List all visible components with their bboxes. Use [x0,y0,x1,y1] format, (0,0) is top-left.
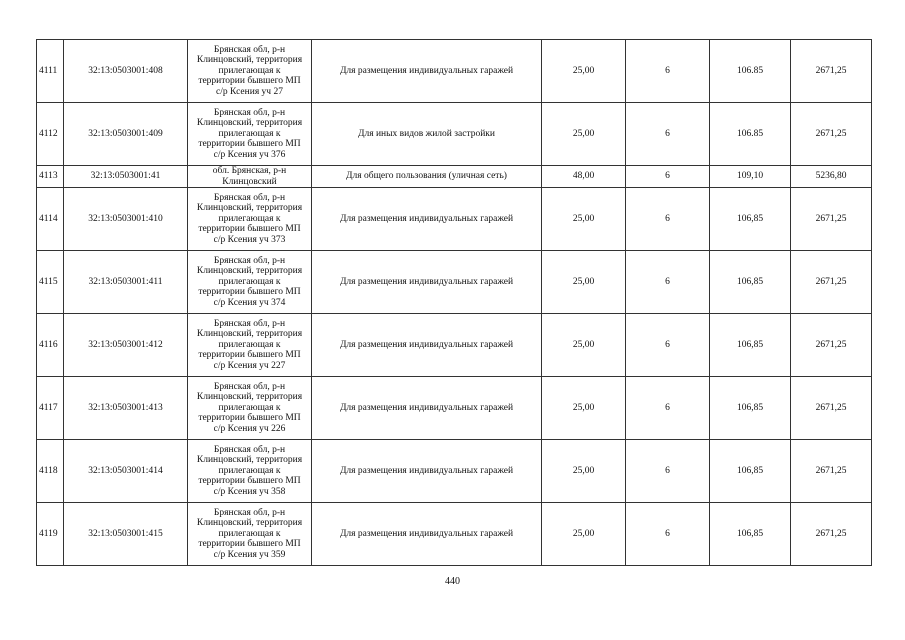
address-line: обл. Брянская, р-н [212,166,287,176]
address-line: территории бывшего МП [198,287,301,298]
value-cell: 2671,25 [791,314,872,377]
area-cell: 25,00 [542,377,626,440]
address-line: территории бывшего МП [198,224,301,235]
value-cell: 2671,25 [791,251,872,314]
table-row [37,440,872,503]
address-line: прилегающая к [218,528,281,539]
cadastral-number-cell: 32:13:0503001:412 [64,314,188,377]
address-line: прилегающая к [218,276,281,287]
rate-cell: 106,85 [710,440,791,503]
row-number-cell: 4118 [37,440,64,503]
address-line: с/р Ксения уч 358 [213,487,286,498]
address-line: Клинцовский [222,176,277,187]
land-use-cell: Для размещения индивидуальных гаражей [312,40,542,103]
area-cell: 25,00 [542,314,626,377]
table-row [37,103,872,166]
address-line: с/р Ксения уч 373 [213,235,286,246]
address-line: Брянская обл, р-н [213,318,286,329]
address-line: Брянская обл, р-н [213,107,286,118]
cadastral-number-cell: 32:13:0503001:409 [64,103,188,166]
address-cell [188,503,312,566]
address-line: прилегающая к [218,65,281,76]
cadastral-number-cell: 32:13:0503001:411 [64,251,188,314]
row-number-cell: 4111 [37,40,64,103]
address-line: Клинцовский, территория [196,518,303,529]
land-register-table [36,39,872,566]
address-line: Клинцовский, территория [196,392,303,403]
address-line: Клинцовский, территория [196,266,303,277]
group-cell: 6 [626,503,710,566]
address-line: с/р Ксения уч 27 [216,86,283,97]
area-cell: 25,00 [542,440,626,503]
value-cell: 2671,25 [791,377,872,440]
address-cell [188,166,312,188]
row-number-cell: 4114 [37,188,64,251]
row-number-cell: 4119 [37,503,64,566]
address-line: Брянская обл, р-н [213,444,286,455]
address-line: Клинцовский, территория [196,118,303,129]
value-cell: 2671,25 [791,440,872,503]
rate-cell: 106,85 [710,377,791,440]
cadastral-number-cell: 32:13:0503001:410 [64,188,188,251]
land-use-cell: Для размещения индивидуальных гаражей [312,251,542,314]
address-line: территории бывшего МП [198,76,301,87]
address-line: прилегающая к [218,339,281,350]
land-use-cell: Для размещения индивидуальных гаражей [312,440,542,503]
land-use-cell: Для иных видов жилой застройки [312,103,542,166]
address-cell [188,314,312,377]
address-cell [188,103,312,166]
row-number-cell: 4113 [37,166,64,188]
group-cell: 6 [626,314,710,377]
group-cell: 6 [626,251,710,314]
cadastral-number-cell: 32:13:0503001:413 [64,377,188,440]
address-line: территории бывшего МП [198,539,301,550]
land-use-cell: Для размещения индивидуальных гаражей [312,503,542,566]
address-line: Клинцовский, территория [196,329,303,340]
value-cell: 2671,25 [791,103,872,166]
row-number-cell: 4117 [37,377,64,440]
table-row [37,251,872,314]
rate-cell: 106,85 [710,314,791,377]
address-line: с/р Ксения уч 376 [213,149,286,160]
area-cell: 25,00 [542,103,626,166]
address-line: Брянская обл, р-н [213,507,286,518]
address-line: территории бывшего МП [198,476,301,487]
page-number: 440 [445,576,460,587]
area-cell: 25,00 [542,503,626,566]
address-line: прилегающая к [218,213,281,224]
table-row [37,314,872,377]
area-cell: 48,00 [542,166,626,188]
group-cell: 6 [626,188,710,251]
address-cell [188,40,312,103]
row-number-cell: 4112 [37,103,64,166]
row-number-cell: 4116 [37,314,64,377]
group-cell: 6 [626,377,710,440]
address-line: прилегающая к [218,402,281,413]
cadastral-number-cell: 32:13:0503001:41 [64,166,188,188]
land-use-cell: Для размещения индивидуальных гаражей [312,188,542,251]
address-line: территории бывшего МП [198,350,301,361]
address-line: прилегающая к [218,465,281,476]
table-body [37,40,872,566]
address-line: Брянская обл, р-н [213,44,286,55]
land-use-cell: Для размещения индивидуальных гаражей [312,377,542,440]
address-line: прилегающая к [218,128,281,139]
rate-cell: 106,85 [710,251,791,314]
rate-cell: 109,10 [710,166,791,188]
address-line: с/р Ксения уч 359 [213,550,286,561]
cadastral-number-cell: 32:13:0503001:408 [64,40,188,103]
address-cell [188,251,312,314]
address-cell [188,188,312,251]
rate-cell: 106.85 [710,103,791,166]
address-line: территории бывшего МП [198,139,301,150]
area-cell: 25,00 [542,40,626,103]
address-cell [188,440,312,503]
address-line: с/р Ксения уч 374 [213,298,286,309]
address-line: Брянская обл, р-н [213,192,286,203]
land-use-cell: Для общего пользования (уличная сеть) [312,166,542,188]
address-line: Клинцовский, территория [196,55,303,66]
table-row [37,188,872,251]
group-cell: 6 [626,40,710,103]
table-row [37,40,872,103]
table-row [37,503,872,566]
table-row [37,166,872,188]
value-cell: 2671,25 [791,40,872,103]
table-row [37,377,872,440]
rate-cell: 106,85 [710,188,791,251]
value-cell: 2671,25 [791,188,872,251]
cadastral-number-cell: 32:13:0503001:414 [64,440,188,503]
value-cell: 5236,80 [791,166,872,188]
address-cell [188,377,312,440]
row-number-cell: 4115 [37,251,64,314]
address-line: Клинцовский, территория [196,455,303,466]
cadastral-number-cell: 32:13:0503001:415 [64,503,188,566]
rate-cell: 106,85 [710,503,791,566]
address-line: Клинцовский, территория [196,203,303,214]
group-cell: 6 [626,166,710,188]
land-use-cell: Для размещения индивидуальных гаражей [312,314,542,377]
area-cell: 25,00 [542,188,626,251]
address-line: с/р Ксения уч 227 [213,361,286,372]
address-line: территории бывшего МП [198,413,301,424]
rate-cell: 106.85 [710,40,791,103]
value-cell: 2671,25 [791,503,872,566]
address-line: Брянская обл, р-н [213,381,286,392]
group-cell: 6 [626,103,710,166]
group-cell: 6 [626,440,710,503]
area-cell: 25,00 [542,251,626,314]
address-line: с/р Ксения уч 226 [213,424,286,435]
address-line: Брянская обл, р-н [213,255,286,266]
